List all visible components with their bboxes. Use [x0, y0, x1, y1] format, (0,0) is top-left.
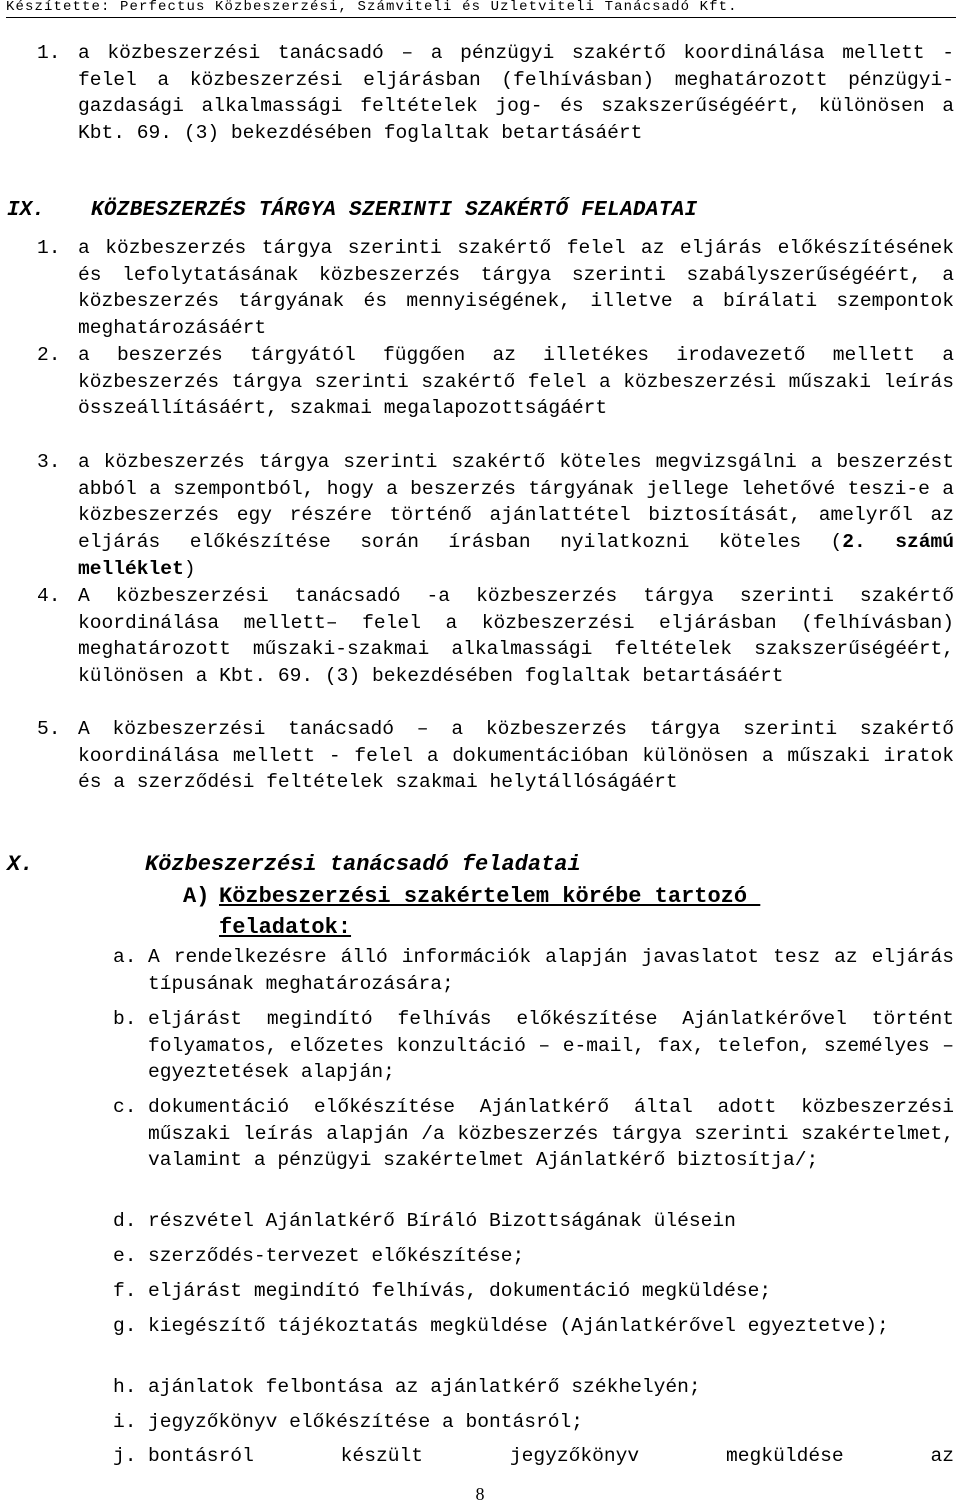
list-item-text: kiegészítő tájékoztatás megküldése (Ajánlatkérővel egyeztetve);	[148, 1315, 889, 1337]
list-item-text: jegyzőkönyv előkészítése a bontásról;	[148, 1411, 584, 1433]
item-letter: g.	[113, 1315, 137, 1337]
item-letter: a.	[113, 946, 137, 968]
list-item-text: bontásról készült jegyzőkönyv megküldése az	[148, 1445, 954, 1467]
subsection-label: A)	[183, 884, 210, 909]
section-title: KÖZBESZERZÉS TÁRGYA SZERINTI SZAKÉRTŐ FELADATAI	[91, 199, 698, 222]
list-item-text: a közbeszerzés tárgya szerinti szakértő felel az eljárás előkészítésének és lefolytatásának közbeszerzés tárgya szerinti szabályszerűségéért, a közbeszerzés tárgyának és mennyiségének, illetve a bírálati szempontok meghatározásáért	[78, 237, 954, 340]
item-letter: h.	[113, 1376, 137, 1398]
item-letter: b.	[113, 1008, 137, 1030]
item-number: 2.	[37, 344, 61, 366]
annex-reference: 2. számú melléklet	[78, 531, 954, 580]
list-item-text: a közbeszerzés tárgya szerinti szakértő köteles megvizsgálni a beszerzést abból a szempontból, hogy a beszerzés tárgyának jellege lehetővé teszi-e a közbeszerzés egy részére történő ajánlattétel biztosítását, amelyről az eljárás előkészítése során írásban nyilatkozni köteles (2. számú melléklet)	[78, 451, 954, 580]
item-letter: i.	[113, 1411, 137, 1433]
item-letter: f.	[113, 1280, 137, 1302]
page-number: 8	[475, 1484, 485, 1504]
section-number: IX.	[7, 199, 45, 222]
item-number: 1.	[37, 237, 61, 259]
item-letter: c.	[113, 1096, 137, 1118]
section-title: Közbeszerzési tanácsadó feladatai	[145, 852, 581, 877]
list-item-text: szerződés-tervezet előkészítése;	[148, 1245, 525, 1267]
list-item-text: a közbeszerzési tanácsadó – a pénzügyi szakértő koordinálása mellett - felel a közbeszerzési eljárásban (felhívásban) meghatározott pénzügyi-gazdasági alkalmassági feltételek jog- és szakszerűségéért, különösen a Kbt. 69. (3) bekezdésében foglaltak betartásáért	[78, 42, 954, 145]
item-number: 4.	[37, 585, 61, 607]
list-item-text: dokumentáció előkészítése Ajánlatkérő által adott közbeszerzési műszaki leírás alapján /a közbeszerzés tárgya szerinti szakértelmet, valamint a pénzügyi szakértelmet Ajánlatkérő biztosítja/;	[148, 1096, 954, 1172]
list-item-text: ajánlatok felbontása az ajánlatkérő székhelyén;	[148, 1376, 701, 1398]
item-letter: d.	[113, 1210, 137, 1232]
list-item-text: A közbeszerzési tanácsadó – a közbeszerzés tárgya szerinti szakértő koordinálása mellett - felel a dokumentációban különösen a műszaki iratok és a szerződési feltételek szakmai helytállóságáért	[78, 718, 954, 794]
item-number: 5.	[37, 718, 61, 740]
list-item-text: eljárást megindító felhívás előkészítése Ajánlatkérővel történt folyamatos, előzetes konzultáció – e-mail, fax, telefon, személyes – egyeztetések alapján;	[148, 1008, 954, 1084]
section-number: X.	[7, 852, 34, 877]
list-item-text: A rendelkezésre álló információk alapján javaslatot tesz az eljárás típusának meghatározására;	[148, 946, 954, 995]
list-item-text: eljárást megindító felhívás, dokumentáció megküldése;	[148, 1280, 772, 1302]
item-letter: e.	[113, 1245, 137, 1267]
list-item-text: A közbeszerzési tanácsadó -a közbeszerzés tárgya szerinti szakértő koordinálása mellett– felel a közbeszerzési eljárásban (felhívásban) meghatározott műszaki-szakmai alkalmassági feltételek szakszerűségéért, különösen a Kbt. 69. (3) bekezdésében foglaltak betartásáért	[78, 585, 954, 688]
item-letter: j.	[113, 1445, 137, 1467]
item-number: 3.	[37, 451, 61, 473]
item-number: 1.	[37, 42, 61, 64]
subsection-title: Közbeszerzési szakértelem körébe tartozó	[219, 884, 761, 909]
list-item-text: részvétel Ajánlatkérő Bíráló Bizottságának ülésein	[148, 1210, 736, 1232]
document-header: Készítette: Perfectus Közbeszerzési, Számviteli és Üzletviteli Tanácsadó Kft.	[6, 0, 956, 18]
subsection-title-continued: feladatok:	[219, 915, 352, 940]
list-item-text: a beszerzés tárgyától függően az illetékes irodavezető mellett a közbeszerzés tárgya szerinti szakértő felel a közbeszerzési műszaki leírás összeállításáért, szakmai megalapozottságáért	[78, 344, 954, 420]
